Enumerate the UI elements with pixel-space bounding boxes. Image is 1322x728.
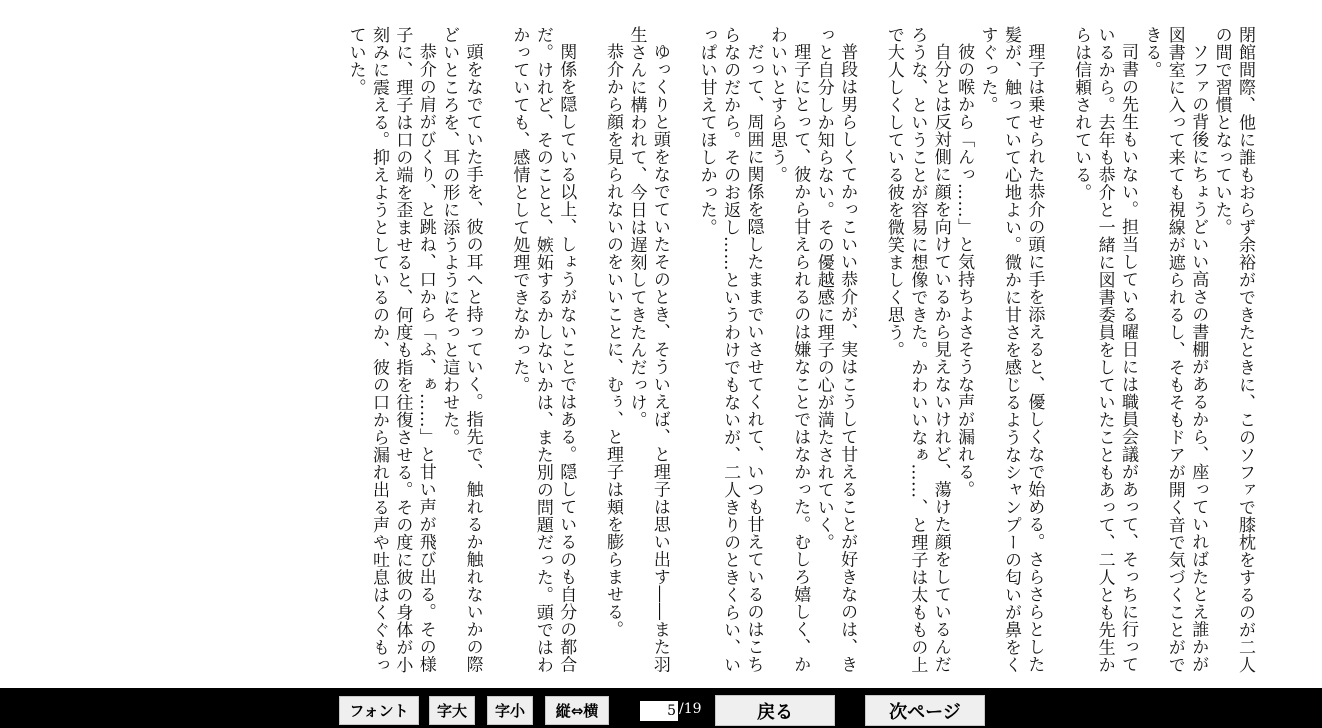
paragraph: 普段は男らしくてかっこいい恭介が、実はこうして甘えることが好きなのは、きっと自分しか知らない。その優越感に理子の心が満たされていく。 <box>813 26 858 673</box>
paragraph: 彼の喉から「んっ……」と気持ちよさそうな声が漏れる。 <box>954 43 975 498</box>
paragraph: 頭をなでていた手を、彼の耳へと持っていく。指先で、触れるか触れないかの際どいところを、耳の形に添うようにそっと這わせた。 <box>439 26 483 673</box>
orientation-toggle-button[interactable]: 縦⇔横 <box>545 696 609 725</box>
next-page-button[interactable]: 次ページ <box>865 695 985 726</box>
paragraph: 理子にとって、彼から甘えられるのは嫌なことではなかった。むしろ嬉しく、かわいいとすら思う。 <box>766 26 811 673</box>
paragraph: 恭介から顔を見られないのをいいことに、むぅ、と理子は頬を膨らませる。 <box>603 43 624 638</box>
font-button[interactable]: フォント <box>339 696 419 725</box>
page-number-input[interactable] <box>640 701 678 721</box>
blank-line <box>671 26 694 682</box>
reader-toolbar <box>0 688 1322 728</box>
font-size-down-button[interactable]: 字小 <box>487 696 533 725</box>
blank-line <box>484 26 507 682</box>
paragraph: 自分とは反対側に顔を向けているから見えないけれど、蕩けた顔をしているんだろうな、ということが容易に想像できた。かわいいなぁ……、と理子は太ももの上で大人しくしている彼を微笑ましく思う。 <box>883 26 951 674</box>
paragraph: 閉館間際、他に誰もおらず余裕ができたときに、このソファで膝枕をするのが二人の間で習慣となっていた。 <box>1211 26 1255 674</box>
paragraph: ゆっくりと頭をなでていたそのとき、そういえば、と理子は思い出す――また羽生さんに構われて、今日は遅刻してきたんだっけ。 <box>626 26 670 673</box>
blank-line <box>858 26 881 682</box>
page-total: /19 <box>679 701 702 717</box>
paragraph: 恭介の肩がびくり、と跳ね、口から「ふ、ぁ……」と甘い声が飛び出る。その様子に、理子は口の端を歪ませると、何度も指を往復させる。その度に彼の身体が小刻みに震える。抑えようとしているのか、彼の口から漏れ出る声や吐息はくぐもっていた。 <box>345 26 436 674</box>
paragraph: 関係を隠している以上、しょうがないことではある。隠しているのも自分の都合だ。けれど、そのことと、嫉妬するかしないかは、また別の問題だった。頭ではわかっていても、感情として処理できなかった。 <box>509 26 577 674</box>
vertical-text-body <box>256 26 1256 682</box>
paragraph: 司書の先生もいない。担当している曜日には職員会議があって、そっちに行っているから。去年も恭介と一緒に図書委員をしていたこともあって、二人とも先生からは信頼されている。 <box>1071 26 1138 674</box>
font-size-up-button[interactable]: 字大 <box>429 696 475 725</box>
paragraph: 理子は乗せられた恭介の頭に手を添えると、優しくなで始める。さらさらとした髪が、触っていて心地よい。微かに甘さを感じるようなシャンプーの匂いが鼻をくすぐった。 <box>977 26 1045 674</box>
back-button[interactable]: 戻る <box>715 695 835 726</box>
paragraph: ソファの背後にちょうどいい高さの書棚があるから、座っていればたとえ誰かが図書室に入って来ても視線が遮られるし、そもそもドアが開く音で気づくことができる。 <box>1141 26 1209 674</box>
blank-line <box>577 26 600 682</box>
blank-line <box>1045 26 1068 682</box>
paragraph: だって、周囲に関係を隠したままでいさせてくれて、いつも甘えているのはこちらなのだから。そのお返し……というわけでもないが、二人きりのときくらい、いっぱい甘えてほしかった。 <box>696 26 764 674</box>
